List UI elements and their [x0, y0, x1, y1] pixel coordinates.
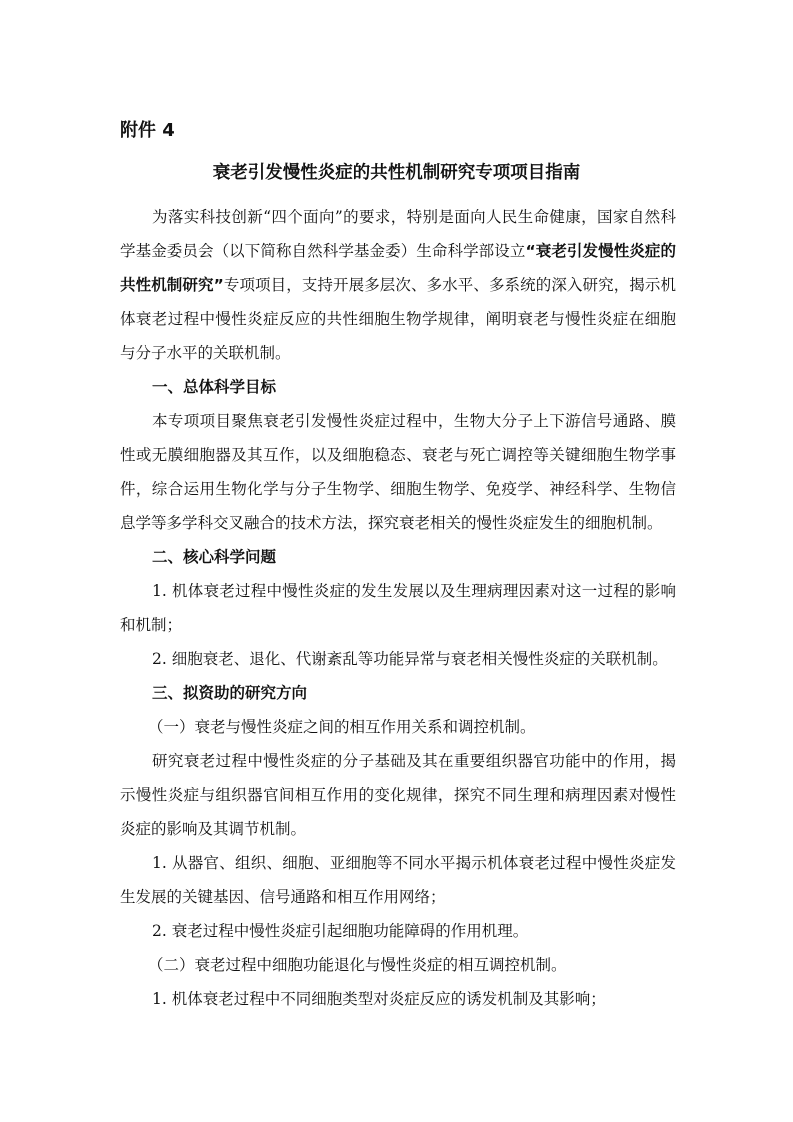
attachment-label: 附件 4: [120, 120, 175, 141]
section-heading-questions: 二、核心科学问题: [152, 548, 277, 566]
direction-1-item: 1. 从器官、组织、细胞、亚细胞等不同水平揭示机体衰老过程中慢性炎症发生发展的关键基因、信号通路和相互作用网络；: [120, 854, 676, 906]
document-title: 衰老引发慢性炎症的共性机制研究专项项目指南: [212, 163, 581, 183]
section-heading-goals: 一、总体科学目标: [152, 378, 277, 396]
section-heading-directions: 三、拟资助的研究方向: [152, 684, 308, 702]
direction-heading-1: （一）衰老与慢性炎症之间的相互作用关系和调控机制。: [148, 718, 536, 736]
question-item: 1. 机体衰老过程中慢性炎症的发生发展以及生理病理因素对这一过程的影响和机制；: [120, 582, 676, 634]
intro-project-name: “衰老引发慢性炎症的共性机制研究”: [120, 242, 676, 294]
document-body: [120, 200, 676, 1016]
intro-text-2: 专项项目，支持开展多层次、多水平、多系统的深入研究，揭示机体衰老过程中慢性炎症反应的共性细胞生物学规律，阐明衰老与慢性炎症在细胞与分子水平的关联机制。: [120, 276, 676, 362]
direction-2-item: 1. 机体衰老过程中不同细胞类型对炎症反应的诱发机制及其影响；: [152, 990, 606, 1008]
intro-text-1: 为落实科技创新“四个面向”的要求，特别是面向人民生命健康，国家自然科学基金委员会（以下简称自然科学基金委）生命科学部设立: [120, 208, 676, 260]
direction-1-paragraph: 研究衰老过程中慢性炎症的分子基础及其在重要组织器官功能中的作用，揭示慢性炎症与组织器官间相互作用的变化规律，探究不同生理和病理因素对慢性炎症的影响及其调节机制。: [120, 752, 676, 838]
question-item: 2. 细胞衰老、退化、代谢紊乱等功能异常与衰老相关慢性炎症的关联机制。: [152, 650, 668, 668]
direction-heading-2: （二）衰老过程中细胞功能退化与慢性炎症的相互调控机制。: [148, 956, 567, 974]
goals-paragraph: 本专项项目聚焦衰老引发慢性炎症过程中，生物大分子上下游信号通路、膜性或无膜细胞器及其互作，以及细胞稳态、衰老与死亡调控等关键细胞生物学事件，综合运用生物化学与分子生物学、细胞生物学、免疫学、神经科学、生物信息学等多学科交叉融合的技术方法，探究衰老相关的慢性炎症发生的细胞机制。: [120, 412, 676, 532]
direction-1-item: 2. 衰老过程中慢性炎症引起细胞功能障碍的作用机理。: [152, 922, 529, 940]
intro-paragraph: [120, 200, 676, 370]
